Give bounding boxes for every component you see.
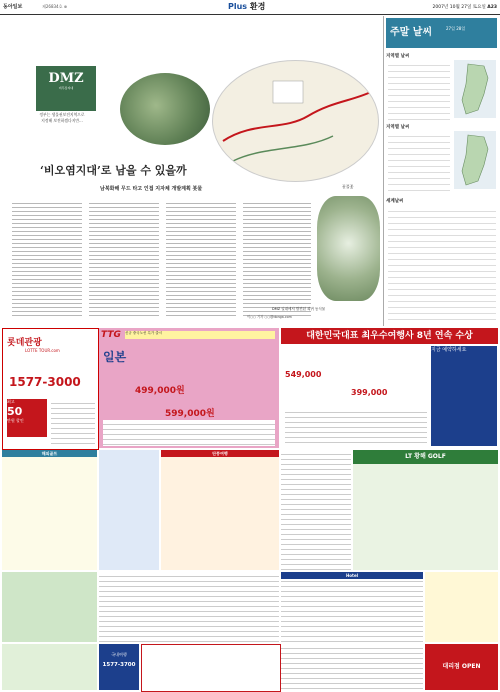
weather-section: 지역별 날씨	[386, 54, 410, 59]
body-column	[89, 200, 159, 318]
listing-ad[interactable]	[99, 450, 159, 570]
listing-ad[interactable]: 단풍여행	[161, 450, 279, 570]
article-body	[12, 200, 312, 320]
weather-section: 지역별 날씨	[386, 125, 410, 130]
date-page: 2007년 10월 27일 토요일 A23	[432, 5, 497, 10]
listing	[285, 408, 427, 446]
listing-ad[interactable]	[2, 644, 97, 690]
dmz-map: DMZ 생태 분포도	[212, 60, 379, 182]
listing	[51, 399, 95, 445]
listing-ad[interactable]	[141, 644, 281, 692]
intro-text: 정부는 생물권보전지역으로 지정해 보전하겠다지만…	[39, 112, 85, 123]
paper-name: 동아일보	[3, 4, 23, 10]
weather-section: 세계날씨	[386, 199, 404, 204]
issue-number: 제26834호 ⊕	[42, 4, 68, 9]
dmz-logo: DMZ 비무장지대	[36, 66, 96, 111]
flower-label: 꿀풀꽃	[342, 184, 354, 189]
body-column	[12, 200, 82, 318]
lotte-tour-ad[interactable]: 롯데관광 LOTTE TOUR.com 1577-3000 최고 50 만원 할인	[2, 328, 99, 450]
listing-ad[interactable]	[99, 572, 279, 642]
wetland-photo	[120, 73, 210, 145]
domestic-travel-ad[interactable]: 국내여행 1577-3700	[99, 644, 139, 690]
ads-area	[2, 328, 498, 690]
listing-ad[interactable]	[2, 572, 97, 642]
weather-table	[388, 60, 450, 120]
korea-tour-ad[interactable]: 대한민국대표 최우수여행사 8년 연속 수상 549,000 399,000 지금 예약하세요	[281, 328, 498, 448]
weather-table	[388, 131, 450, 191]
world-weather-table	[388, 206, 496, 321]
photo-caption: DMZ 일대에서 발견된 희귀 동식물	[272, 307, 326, 311]
listing	[103, 420, 275, 446]
listing-ad[interactable]	[281, 450, 351, 570]
golf-ad-banner[interactable]: LT 황해 GOLF	[353, 450, 498, 464]
listing-ad[interactable]: 해외골프	[2, 450, 97, 570]
phone-number: 1577-3000	[9, 375, 81, 389]
article	[2, 16, 380, 326]
weather-panel	[383, 16, 499, 326]
listing-ad[interactable]: Hotel	[281, 572, 423, 642]
subhead: 남북화해 무드 타고 인접 지자체 개발계획 봇물	[100, 186, 203, 192]
body-column	[166, 200, 236, 318]
body-column	[243, 200, 311, 318]
weather-title: 주말 날씨 27일 28일	[386, 18, 497, 48]
map-illustration	[213, 61, 378, 181]
listing-ad[interactable]	[425, 572, 498, 642]
golf-listing-ad[interactable]	[353, 450, 498, 570]
ttg-ad[interactable]: TTG 신규 중국노선 특가 출시 일본 499,000원 599,000원	[99, 328, 279, 448]
promo-box: 지금 예약하세요	[431, 346, 497, 446]
discount-badge: 최고 50 만원 할인	[7, 399, 47, 437]
weather-map	[454, 131, 496, 189]
agency-open-ad[interactable]: 대리점 OPEN	[425, 644, 498, 690]
masthead	[0, 0, 500, 15]
listing-ad[interactable]	[281, 644, 423, 690]
section-title: Plus 환경	[228, 2, 266, 11]
weather-map	[454, 60, 496, 118]
headline: ‘비오염지대’로 남을 수 있을까	[40, 164, 187, 177]
byline: 이○○ 기자 ○○@donga.com	[247, 315, 292, 319]
flower-photo	[317, 196, 380, 301]
